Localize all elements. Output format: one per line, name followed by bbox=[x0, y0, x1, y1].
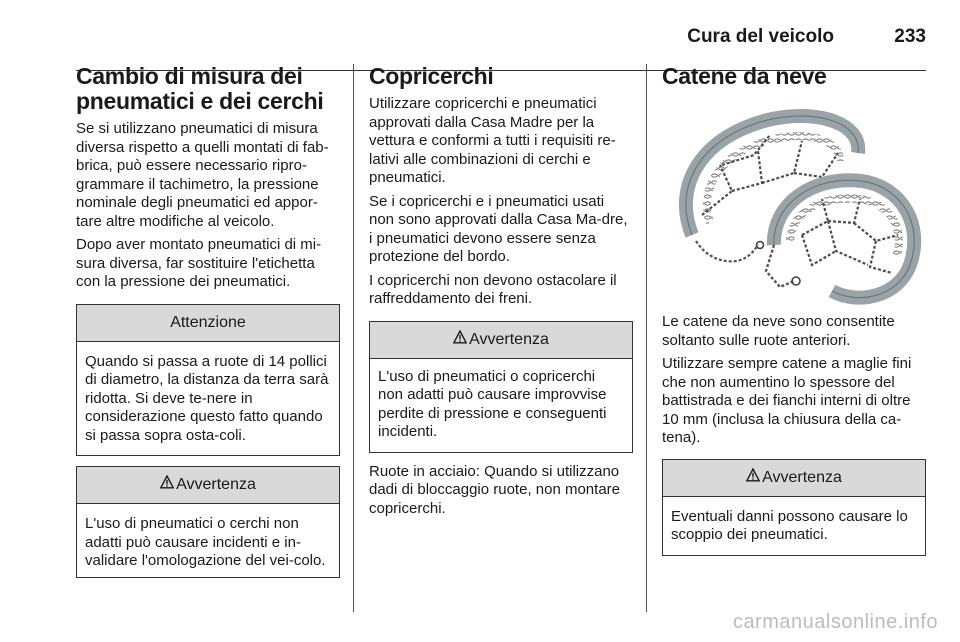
paragraph: Ruote in acciaio: Quando si utilizzano dadi di bloccaggio ruote, non montare copricerchi. bbox=[369, 462, 621, 517]
warning-box bbox=[369, 321, 633, 453]
caution-box-text: Quando si passa a ruote di 14 pollici di diametro, la distanza da terra sarà ridotta. Si deve te-nere in considerazione questo fatto quando si passa sopra osta-coli. bbox=[85, 352, 329, 444]
warning-box-header bbox=[663, 460, 925, 497]
section-title: Cura del veicolo bbox=[687, 26, 834, 47]
paragraph: Le catene da neve sono consentite soltanto sulle ruote anteriori. bbox=[662, 313, 895, 349]
warning-box-title: Avvertenza bbox=[469, 330, 549, 348]
warning-box bbox=[76, 466, 340, 578]
paragraph: Utilizzare sempre catene a maglie fini che non aumentino lo spessore del battistrada e dei fianchi interni di oltre 10 mm (inclusa la chiusura della ca-tena). bbox=[662, 355, 912, 446]
section-heading: Catene da neve bbox=[662, 63, 827, 89]
paragraph: Se si utilizzano pneumatici di misura diversa rispetto a quelli montati di fab-brica, può essere necessario ripro-grammare il tachimetro, la pressione nominale degli pneumatici ed appor-tare altre modifiche al veicolo. bbox=[76, 120, 329, 230]
warning-triangle-icon bbox=[453, 322, 467, 358]
warning-box-header bbox=[370, 322, 632, 359]
warning-triangle-icon bbox=[746, 460, 760, 496]
watermark: carmanualsonline.info bbox=[732, 611, 938, 633]
paragraph: I copricerchi non devono ostacolare il raffreddamento dei freni. bbox=[369, 271, 617, 307]
column-2 bbox=[369, 64, 633, 523]
warning-box-text: Eventuali danni possono causare lo scoppio dei pneumatici. bbox=[671, 507, 908, 543]
caution-box bbox=[76, 304, 340, 457]
warning-box-header bbox=[77, 467, 339, 504]
paragraph: Dopo aver montato pneumatici di mi-sura diversa, far sostituire l'etichetta con la pressione dei pneumatici. bbox=[76, 236, 322, 290]
page-number: 233 bbox=[894, 26, 926, 47]
warning-box-title: Avvertenza bbox=[762, 468, 842, 486]
column-divider bbox=[646, 64, 647, 612]
column-1 bbox=[76, 64, 340, 578]
warning-box-text: L'uso di pneumatici o copricerchi non adatti può causare improvvise perdite di pressione e conseguenti incidenti. bbox=[378, 367, 607, 440]
column-3 bbox=[662, 64, 926, 556]
column-divider bbox=[353, 64, 354, 612]
warning-box-text: L'uso di pneumatici o cerchi non adatti può causare incidenti e in-validare l'omologazione del vei-colo. bbox=[85, 515, 326, 569]
caution-box-title: Attenzione bbox=[77, 305, 339, 342]
paragraph: Se i copricerchi e i pneumatici usati non sono approvati dalla Casa Ma-dre, i pneumatici devono essere senza protezione del bordo. bbox=[369, 192, 628, 265]
section-heading: Cambio di misura dei pneumatici e dei cerchi bbox=[76, 63, 324, 114]
warning-box bbox=[662, 459, 926, 556]
snow-chains-illustration bbox=[662, 95, 924, 307]
paragraph: Utilizzare copricerchi e pneumatici approvati dalla Casa Madre per la vettura e conformi a tutti i requisiti re-lativi alle combinazioni di cerchi e pneumatici. bbox=[369, 95, 616, 186]
warning-triangle-icon bbox=[160, 467, 174, 503]
warning-box-title: Avvertenza bbox=[176, 476, 256, 493]
page-header bbox=[76, 22, 926, 48]
section-heading: Copricerchi bbox=[369, 63, 494, 89]
